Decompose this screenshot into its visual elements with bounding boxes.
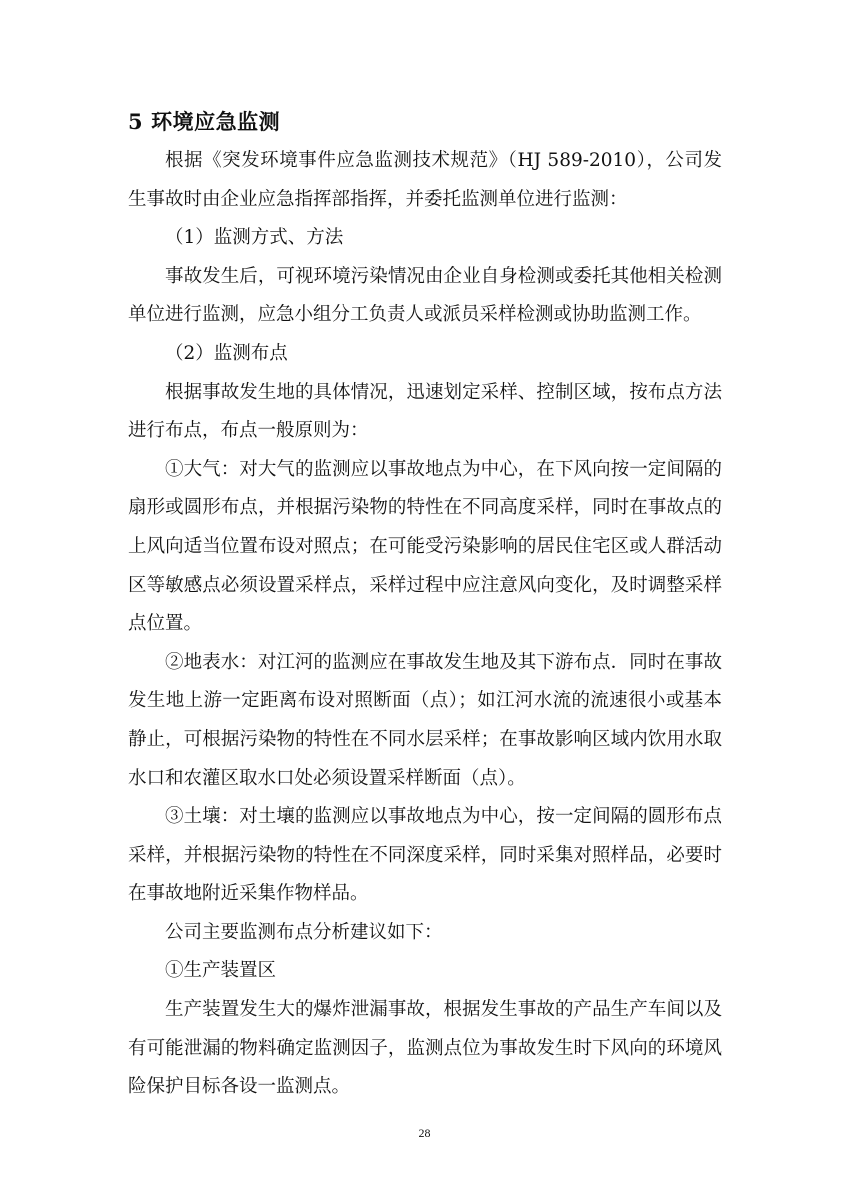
paragraph-monitoring-method: 事故发生后，可视环境污染情况由企业自身检测或委托其他相关检测单位进行监测，应急小组分工负责人或派员采样检测或协助监测工作。 (128, 265, 722, 326)
section-heading (128, 107, 280, 137)
page-number: 28 (418, 1126, 431, 1140)
paragraph-intro: 根据《突发环境事件应急监测技术规范》（HJ 589-2010），公司发生事故时由企业应急指挥部指挥，并委托监测单位进行监测： (128, 150, 722, 210)
paragraph-surface-water: ②地表水：对江河的监测应在事故发生地及其下游布点．同时在事故发生地上游一定距离布设对照断面（点）；如江河水流的流速很小或基本静止，可根据污染物的特性在不同水层采样；在事故影响区域内饮用水取水口和农灌区取水口处必须设置采样断面（点）。 (128, 651, 722, 789)
subheading-monitoring-points: （2）监测布点 (165, 342, 288, 364)
section-number: 5 (128, 109, 144, 134)
body-text (128, 142, 722, 1107)
paragraph-soil: ③土壤：对土壤的监测应以事故地点为中心，按一定间隔的圆形布点采样，并根据污染物的特性在不同深度采样，同时采集对照样品，必要时在事故地附近采集作物样品。 (128, 806, 722, 905)
section-title: 环境应急监测 (151, 109, 281, 134)
paragraph-company-suggestions: 公司主要监测布点分析建议如下： (165, 921, 443, 943)
paragraph-air: ①大气：对大气的监测应以事故地点为中心，在下风向按一定间隔的扇形或圆形布点，并根据污染物的特性在不同高度采样，同时在事故点的上风向适当位置布设对照点；在可能受污染影响的居民住宅区或人群活动区等敏感点必须设置采样点，采样过程中应注意风向变化，及时调整采样点位置。 (128, 458, 722, 635)
subheading-production-area: ①生产装置区 (165, 960, 277, 982)
paragraph-point-principles: 根据事故发生地的具体情况，迅速划定采样、控制区域，按布点方法进行布点，布点一般原则为： (128, 381, 722, 442)
paragraph-production-area: 生产装置发生大的爆炸泄漏事故，根据发生事故的产品生产车间以及有可能泄漏的物料确定监测因子，监测点位为事故发生时下风向的环境风险保护目标各设一监测点。 (128, 999, 722, 1098)
subheading-monitoring-method: （1）监测方式、方法 (165, 227, 344, 249)
